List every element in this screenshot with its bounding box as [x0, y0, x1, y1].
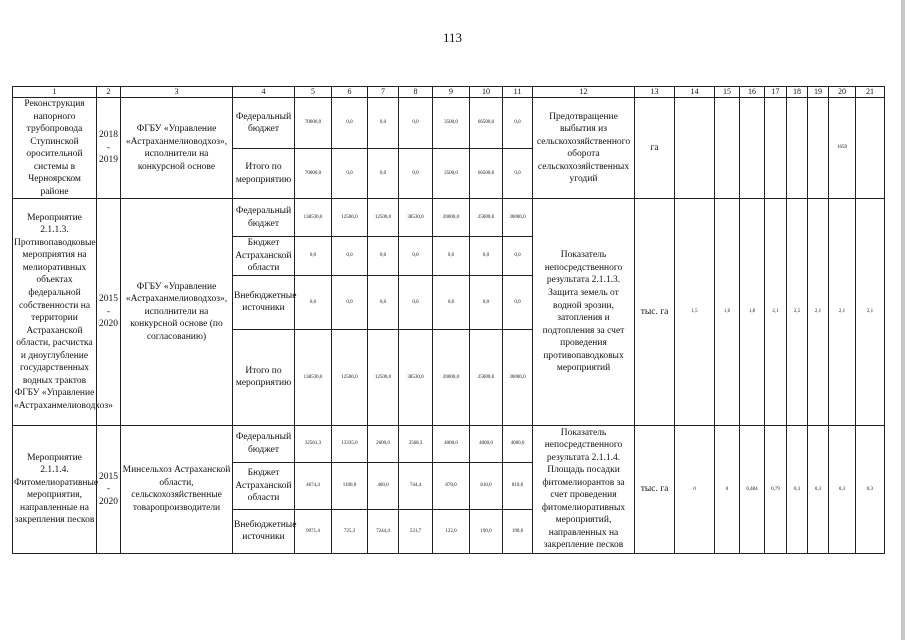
target-value-cell — [675, 98, 715, 199]
amount-cell: 0,0 — [470, 237, 503, 276]
amount-cell: 20000,0 — [433, 199, 470, 237]
period-cell: 2018 - 2019 — [97, 98, 121, 199]
amount-cell: 138530,0 — [295, 329, 332, 425]
amount-cell: 190,0 — [503, 509, 533, 553]
amount-cell: 70000,0 — [295, 98, 332, 149]
column-header: 7 — [368, 87, 399, 98]
amount-cell: 0,0 — [368, 275, 399, 329]
target-value-cell: 0 — [715, 425, 740, 553]
column-header: 9 — [433, 87, 470, 98]
unit-cell: тыс. га — [635, 425, 675, 553]
amount-cell: 138530,0 — [295, 199, 332, 237]
target-value-cell: 0 — [675, 425, 715, 553]
amount-cell: 0,0 — [332, 149, 368, 199]
amount-cell: 7244,4 — [368, 509, 399, 553]
column-header: 13 — [635, 87, 675, 98]
amount-cell: 12500,0 — [368, 329, 399, 425]
funding-source-cell: Внебюджетные источники — [233, 275, 295, 329]
amount-cell: 0,0 — [433, 275, 470, 329]
activity-cell: Мероприятие 2.1.1.3. Противопаводковые мероприятия на мелиоративных объектах федеральной собственности на территории Астраханской области, расчистка и дноуглубление государственных водных трактов ФГБУ «Управление «Астраханмелиоводхоз» — [13, 199, 97, 426]
amount-cell: 4674,4 — [295, 462, 332, 509]
amount-cell: 190,0 — [470, 509, 503, 553]
column-header: 10 — [470, 87, 503, 98]
amount-cell: 810,0 — [503, 462, 533, 509]
column-header: 1 — [13, 87, 97, 98]
funding-source-cell: Итого по мероприятию — [233, 329, 295, 425]
amount-cell: 9971,4 — [295, 509, 332, 553]
target-value-cell: 2,5 — [787, 199, 808, 426]
column-header: 21 — [856, 87, 885, 98]
funding-source-cell: Федеральный бюджет — [233, 199, 295, 237]
column-header: 5 — [295, 87, 332, 98]
funding-source-cell: Бюджет Астраханской области — [233, 237, 295, 276]
period-cell: 2015 - 2020 — [97, 199, 121, 426]
amount-cell: 32501,3 — [295, 425, 332, 462]
target-value-cell: 2,1 — [808, 199, 829, 426]
amount-cell: 4000,0 — [470, 425, 503, 462]
amount-cell: 38530,0 — [399, 329, 433, 425]
target-value-cell: 1,8 — [740, 199, 765, 426]
amount-cell: 0,0 — [368, 237, 399, 276]
unit-cell: га — [635, 98, 675, 199]
amount-cell: 30000,0 — [503, 329, 533, 425]
amount-cell: 25000,0 — [470, 329, 503, 425]
target-value-cell: 2,1 — [829, 199, 856, 426]
column-header: 20 — [829, 87, 856, 98]
period-cell: 2015 - 2020 — [97, 425, 121, 553]
amount-cell: 0,0 — [295, 237, 332, 276]
target-value-cell: 0,3 — [856, 425, 885, 553]
header-row — [13, 87, 885, 98]
target-value-cell — [740, 98, 765, 199]
amount-cell: 725,3 — [332, 509, 368, 553]
amount-cell: 25000,0 — [470, 199, 503, 237]
funding-source-cell: Федеральный бюджет — [233, 425, 295, 462]
amount-cell: 4000,0 — [433, 425, 470, 462]
amount-cell: 66500,0 — [470, 149, 503, 199]
amount-cell: 70000,0 — [295, 149, 332, 199]
amount-cell: 0,0 — [295, 275, 332, 329]
column-header: 17 — [765, 87, 787, 98]
column-header: 4 — [233, 87, 295, 98]
funding-source-cell: Федеральный бюджет — [233, 98, 295, 149]
column-header: 12 — [533, 87, 635, 98]
amount-cell: 0,0 — [368, 98, 399, 149]
unit-cell: тыс. га — [635, 199, 675, 426]
funding-source-cell: Внебюджетные источники — [233, 509, 295, 553]
amount-cell: 12500,0 — [332, 199, 368, 237]
executor-cell: Минсельхоз Астраханской области, сельскохозяйственные товаропроизводители — [121, 425, 233, 553]
indicator-cell: Предотвращение выбытия из сельскохозяйственного оборота сельскохозяйственных угодий — [533, 98, 635, 199]
amount-cell: 3568,3 — [399, 425, 433, 462]
funding-source-cell: Итого по мероприятию — [233, 149, 295, 199]
column-header: 18 — [787, 87, 808, 98]
amount-cell: 0,0 — [332, 275, 368, 329]
table-row — [13, 425, 885, 462]
amount-cell: 0,0 — [503, 149, 533, 199]
amount-cell: 0,0 — [399, 275, 433, 329]
amount-cell: 0,0 — [399, 237, 433, 276]
activity-cell: Мероприятие 2.1.1.4. Фитомелиоративные мероприятия, направленные на закрепления песков — [13, 425, 97, 553]
target-value-cell: 1659 — [829, 98, 856, 199]
amount-cell: 38530,0 — [399, 199, 433, 237]
target-value-cell — [715, 98, 740, 199]
target-value-cell: 0,484 — [740, 425, 765, 553]
amount-cell: 3500,0 — [433, 149, 470, 199]
amount-cell: 531,7 — [399, 509, 433, 553]
amount-cell: 3500,0 — [433, 98, 470, 149]
column-header: 3 — [121, 87, 233, 98]
target-value-cell: 2,1 — [765, 199, 787, 426]
amount-cell: 12500,0 — [332, 329, 368, 425]
page-edge-shadow — [901, 0, 905, 640]
column-header: 2 — [97, 87, 121, 98]
column-header: 8 — [399, 87, 433, 98]
amount-cell: 878,0 — [433, 462, 470, 509]
target-value-cell: 0,3 — [808, 425, 829, 553]
program-table — [12, 86, 885, 554]
amount-cell: 810,0 — [470, 462, 503, 509]
column-header: 15 — [715, 87, 740, 98]
target-value-cell: 0,3 — [829, 425, 856, 553]
amount-cell: 0,0 — [503, 275, 533, 329]
indicator-cell: Показатель непосредственного результата 2.1.1.3. Защита земель от водной эрозии, затопления и подтопления за счет проведения противопаводковых мероприятий — [533, 199, 635, 426]
amount-cell: 1100,0 — [332, 462, 368, 509]
target-value-cell: 0,79 — [765, 425, 787, 553]
amount-cell: 0,0 — [433, 237, 470, 276]
target-value-cell — [808, 98, 829, 199]
activity-cell: Реконструкция напорного трубопровода Ступинской оросительной системы в Черноярском районе — [13, 98, 97, 199]
amount-cell: 0,0 — [399, 98, 433, 149]
amount-cell: 0,0 — [470, 275, 503, 329]
funding-source-cell: Бюджет Астраханской области — [233, 462, 295, 509]
amount-cell: 0,0 — [399, 149, 433, 199]
amount-cell: 744,4 — [399, 462, 433, 509]
amount-cell: 13335,0 — [332, 425, 368, 462]
amount-cell: 20000,0 — [433, 329, 470, 425]
column-header: 14 — [675, 87, 715, 98]
amount-cell: 0,0 — [368, 149, 399, 199]
target-value-cell: 1,6 — [715, 199, 740, 426]
amount-cell: 2600,0 — [368, 425, 399, 462]
target-value-cell — [856, 98, 885, 199]
target-value-cell — [765, 98, 787, 199]
page-number: 113 — [442, 30, 463, 45]
column-header: 19 — [808, 87, 829, 98]
amount-cell: 0,0 — [503, 237, 533, 276]
amount-cell: 0,0 — [332, 237, 368, 276]
column-header: 16 — [740, 87, 765, 98]
amount-cell: 0,0 — [332, 98, 368, 149]
amount-cell: 0,0 — [503, 98, 533, 149]
column-header: 11 — [503, 87, 533, 98]
amount-cell: 12500,0 — [368, 199, 399, 237]
amount-cell: 30000,0 — [503, 199, 533, 237]
target-value-cell: 1,5 — [675, 199, 715, 426]
target-value-cell: 2,1 — [856, 199, 885, 426]
table-row — [13, 199, 885, 237]
target-value-cell — [787, 98, 808, 199]
table-row — [13, 98, 885, 149]
executor-cell: ФГБУ «Управление «Астраханмелиоводхоз», исполнители на конкурсной основе (по согласованию) — [121, 199, 233, 426]
amount-cell: 4000,0 — [503, 425, 533, 462]
amount-cell: 66500,0 — [470, 98, 503, 149]
amount-cell: 400,0 — [368, 462, 399, 509]
target-value-cell: 0,3 — [787, 425, 808, 553]
executor-cell: ФГБУ «Управление «Астраханмелиоводхоз», исполнители на конкурсной основе — [121, 98, 233, 199]
column-header: 6 — [332, 87, 368, 98]
indicator-cell: Показатель непосредственного результата 2.1.1.4. Площадь посадки фитомелиорантов за счет проведения фитомелиоративных мероприятий, направленных на закрепление песков — [533, 425, 635, 553]
amount-cell: 122,0 — [433, 509, 470, 553]
